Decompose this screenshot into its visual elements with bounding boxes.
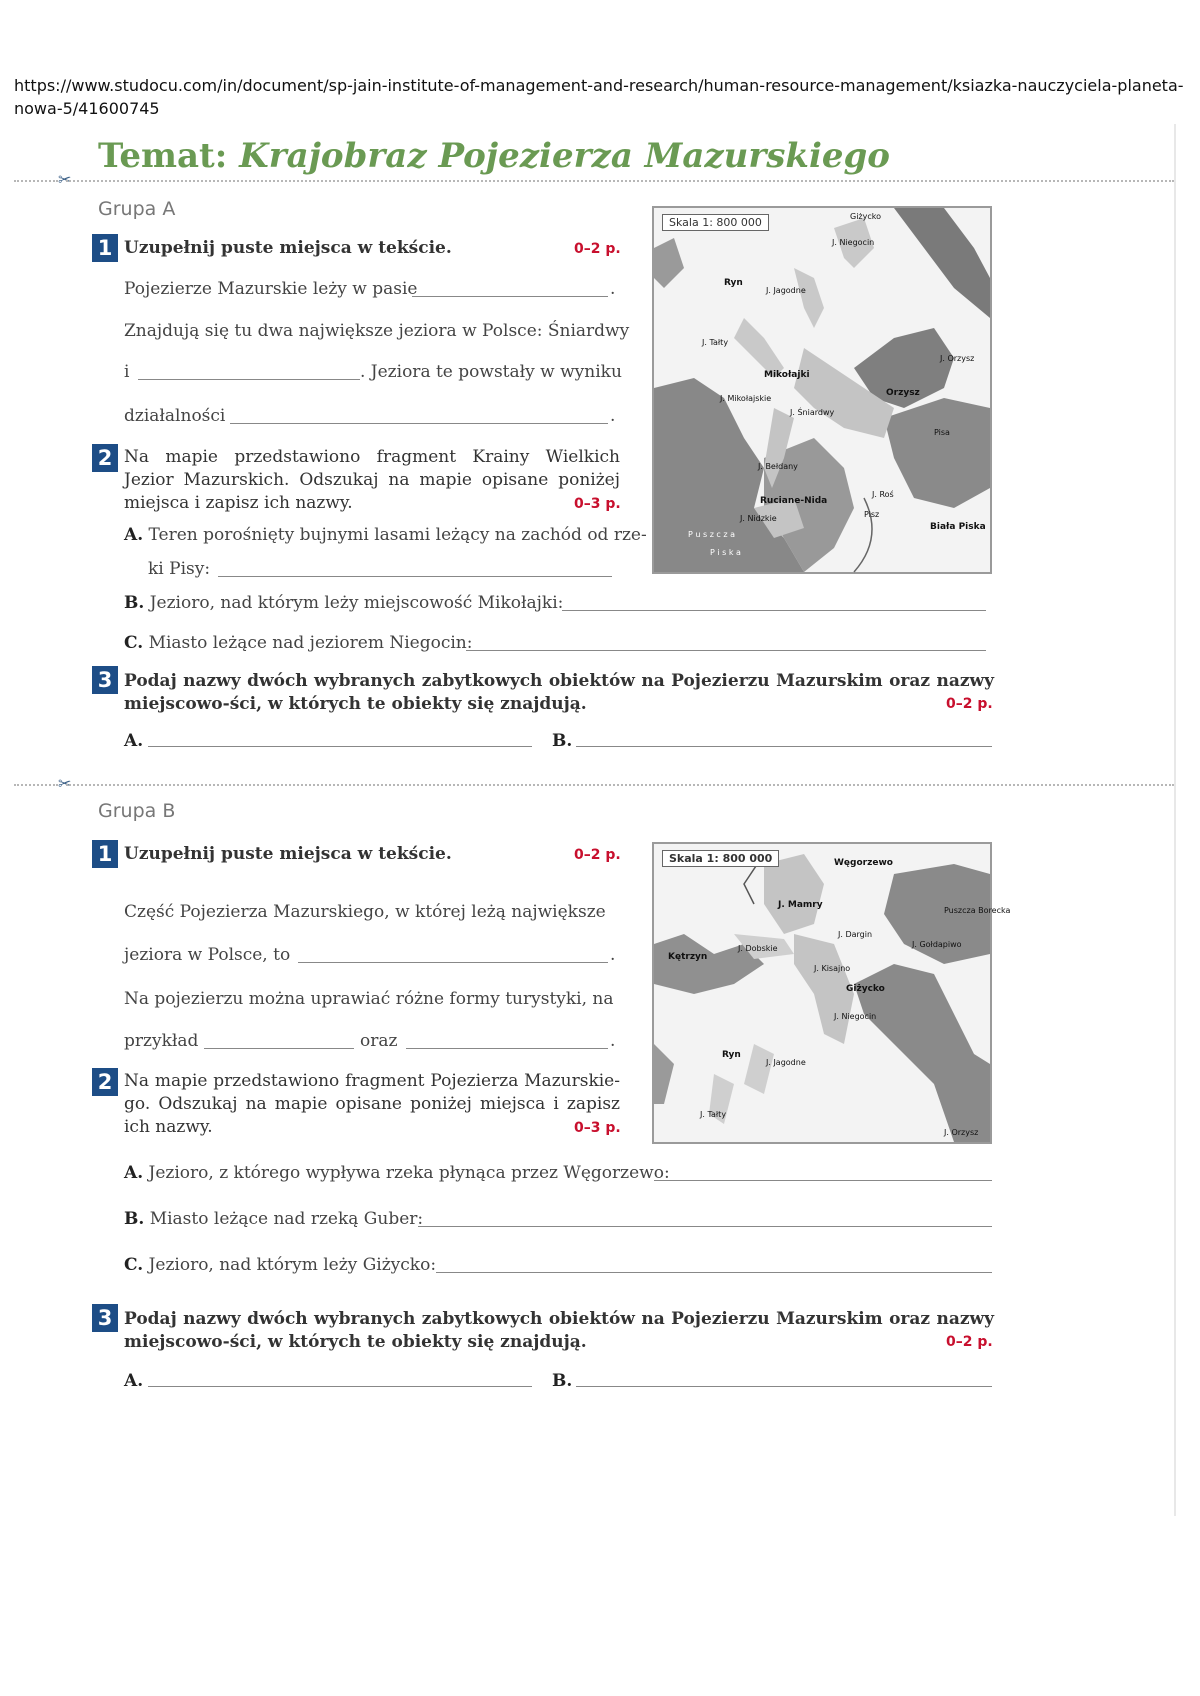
map-a-label-3: J. Jagodne	[766, 286, 806, 295]
group-a-q3-answer-a[interactable]	[148, 746, 532, 747]
group-b-q2-answer-a[interactable]	[654, 1180, 992, 1181]
group-b-q3-label-b: B.	[552, 1371, 573, 1391]
group-b-q3-prompt: Podaj nazwy dwóch wybranych zabytkowych obiektów na Pojezierzu Mazurskim oraz nazwy miejscowo-ści, w których te obiekty się znajdują.	[124, 1309, 994, 1352]
group-b-q1-line2: jeziora w Polsce, to	[124, 945, 291, 965]
group-b-map-scale: Skala 1: 800 000	[662, 850, 779, 867]
group-a-label: Grupa A	[98, 198, 176, 220]
group-a-q2-item-a-cont: ki Pisy:	[148, 559, 211, 579]
group-a-q1-blank2[interactable]	[138, 379, 360, 380]
map-b-label-8: Giżycko	[846, 984, 885, 994]
map-b-label-1: J. Mamry	[778, 900, 823, 910]
map-a-label-13: Ruciane-Nida	[760, 496, 828, 506]
map-b-label-4: J. Dobskie	[738, 944, 778, 953]
group-a-q1-line4-end: .	[610, 406, 616, 426]
map-a-label-2: Ryn	[724, 278, 743, 288]
map-b-label-11: J. Jagodne	[766, 1058, 806, 1067]
group-a-map-graphic	[654, 208, 990, 572]
group-a-q1-blank3[interactable]	[230, 423, 608, 424]
group-a-map-scale: Skala 1: 800 000	[662, 214, 769, 231]
group-b-q1-prompt: Uzupełnij puste miejsca w tekście.	[124, 844, 452, 864]
group-a-q3-label-b: B.	[552, 731, 573, 751]
worksheet-page	[14, 124, 1176, 1516]
cut-line-middle	[14, 774, 1174, 794]
group-a-q1-number: 1	[92, 234, 118, 262]
map-a-label-8: J. Mikołajskie	[720, 394, 772, 403]
group-b-q1-blank1[interactable]	[298, 962, 608, 963]
map-a-label-14: Pisz	[864, 510, 880, 519]
map-a-label-4: J. Tałty	[702, 338, 729, 347]
map-a-label-0: Giżycko	[850, 212, 881, 221]
map-a-label-9: J. Śniardwy	[790, 408, 835, 417]
group-b-map	[652, 842, 1011, 1144]
map-b-label-0: Węgorzewo	[834, 858, 893, 868]
source-url[interactable]: https://www.studocu.com/in/document/sp-jain-institute-of-management-and-research/human-resource-management/ksiazka-nauczyciela-planeta-nowa-5/41600745	[14, 76, 1184, 118]
group-b-q1-blank3[interactable]	[406, 1048, 608, 1049]
group-b-q3-points: 0–2 p.	[946, 1334, 993, 1350]
map-a-label-5: J. Orzysz	[940, 354, 975, 363]
group-a-q3-label-a: A.	[124, 731, 144, 751]
group-a-map	[652, 206, 992, 574]
group-b-map-graphic	[654, 844, 990, 1142]
group-b-q2-number: 2	[92, 1068, 118, 1096]
group-a-q1-blank1[interactable]	[412, 296, 608, 297]
group-a-q3-number: 3	[92, 666, 118, 694]
group-b-q2-prompt: Na mapie przedstawiono fragment Pojezierza Mazurskie-go. Odszukaj na mapie opisane poniżej miejsca i zapisz ich nazwy.	[124, 1071, 620, 1137]
group-a-q2-item-c: C. Miasto leżące nad jeziorem Niegocin:	[124, 633, 473, 653]
scissors-icon: ✂	[58, 170, 72, 189]
map-a-label-16: Biała Piska	[930, 522, 986, 532]
group-b-q3-label-a: A.	[124, 1371, 144, 1391]
group-b-q1-line1: Część Pojezierza Mazurskiego, w której leżą największe	[124, 902, 606, 922]
group-a-q2-item-a: A. Teren porośnięty bujnymi lasami leżący na zachód od rze-	[124, 525, 647, 545]
map-b-label-2: Puszcza Borecka	[944, 906, 1011, 915]
group-b-q3-answer-a[interactable]	[148, 1386, 532, 1387]
map-b-label-13: J. Orzysz	[944, 1128, 979, 1137]
group-a-q3-points: 0–2 p.	[946, 696, 993, 712]
group-a-q3-answer-b[interactable]	[576, 746, 992, 747]
map-b-label-12: J. Tałty	[700, 1110, 727, 1119]
group-a-q3-prompt: Podaj nazwy dwóch wybranych zabytkowych obiektów na Pojezierzu Mazurskim oraz nazwy miejscowo-ści, w których te obiekty się znajdują.	[124, 671, 994, 714]
group-b-q3-number: 3	[92, 1304, 118, 1332]
group-a-q2-number: 2	[92, 444, 118, 472]
group-b-q1-line4-mid: oraz	[360, 1031, 398, 1051]
map-a-label-17: P u s z c z a	[688, 530, 736, 539]
map-a-label-18: P i s k a	[710, 548, 741, 557]
group-b-q3-answer-b[interactable]	[576, 1386, 992, 1387]
group-a-q2-answer-b[interactable]	[562, 610, 986, 611]
group-a-q2-answer-a[interactable]	[218, 576, 612, 577]
cut-line-top	[14, 170, 1174, 190]
group-a-q1-line1: Pojezierze Mazurskie leży w pasie	[124, 279, 418, 299]
group-b-q2-answer-b[interactable]	[418, 1226, 992, 1227]
group-b-q2-answer-c[interactable]	[436, 1272, 992, 1273]
map-b-label-10: Ryn	[722, 1050, 741, 1060]
group-b-label: Grupa B	[98, 800, 176, 822]
map-b-label-9: J. Niegocin	[834, 1012, 877, 1021]
map-a-label-6: Mikołajki	[764, 370, 810, 380]
group-b-q1-line4-end: .	[610, 1031, 616, 1051]
group-a-q1-line2: Znajdują się tu dwa największe jeziora w Polsce: Śniardwy	[124, 321, 630, 341]
group-a-q2-points: 0–3 p.	[574, 496, 621, 512]
group-b-q1-points: 0–2 p.	[574, 847, 621, 863]
group-b-q2-item-a: A. Jezioro, z którego wypływa rzeka płynąca przez Węgorzewo:	[124, 1163, 670, 1183]
scissors-icon: ✂	[58, 774, 72, 793]
title-prefix: Temat:	[98, 136, 228, 176]
group-b-q2-points: 0–3 p.	[574, 1120, 621, 1136]
group-b-q1-line4: przykład	[124, 1031, 199, 1051]
group-a-q1-prompt: Uzupełnij puste miejsca w tekście.	[124, 238, 452, 258]
map-a-label-7: Orzysz	[886, 388, 920, 398]
group-b-q2-item-c: C. Jezioro, nad którym leży Giżycko:	[124, 1255, 437, 1275]
map-b-label-5: J. Gołdapiwo	[912, 940, 962, 949]
map-b-label-7: J. Kisajno	[814, 964, 851, 973]
map-a-label-11: J. Bełdany	[758, 462, 798, 471]
group-a-q2-answer-c[interactable]	[466, 650, 986, 651]
group-b-q1-blank2[interactable]	[204, 1048, 354, 1049]
group-b-q1-number: 1	[92, 840, 118, 868]
group-a-q1-line4: działalności	[124, 406, 226, 426]
group-b-q2-item-b: B. Miasto leżące nad rzeką Guber:	[124, 1209, 424, 1229]
map-a-label-12: J. Roś	[872, 490, 894, 499]
group-a-q1-line3-start: i	[124, 362, 130, 382]
group-a-q2-item-b: B. Jezioro, nad którym leży miejscowość Mikołajki:	[124, 593, 564, 613]
title-topic: Krajobraz Pojezierza Mazurskiego	[239, 136, 890, 176]
group-a-q1-points: 0–2 p.	[574, 241, 621, 257]
group-b-q1-line2-end: .	[610, 945, 616, 965]
map-a-label-1: J. Niegocin	[832, 238, 875, 247]
map-a-label-15: J. Nidzkie	[740, 514, 777, 523]
group-b-q1-line3: Na pojezierzu można uprawiać różne formy turystyki, na	[124, 989, 614, 1009]
map-b-label-3: J. Dargin	[838, 930, 873, 939]
map-a-label-10: Pisa	[934, 428, 950, 437]
map-b-label-6: Kętrzyn	[668, 952, 708, 962]
group-a-q1-line1-end: .	[610, 279, 616, 299]
group-a-q2-prompt: Na mapie przedstawiono fragment Krainy Wielkich Jezior Mazurskich. Odszukaj na mapie opisane poniżej miejsca i zapisz ich nazwy.	[124, 447, 620, 513]
group-a-q1-line3-end: . Jeziora te powstały w wyniku	[360, 362, 622, 382]
